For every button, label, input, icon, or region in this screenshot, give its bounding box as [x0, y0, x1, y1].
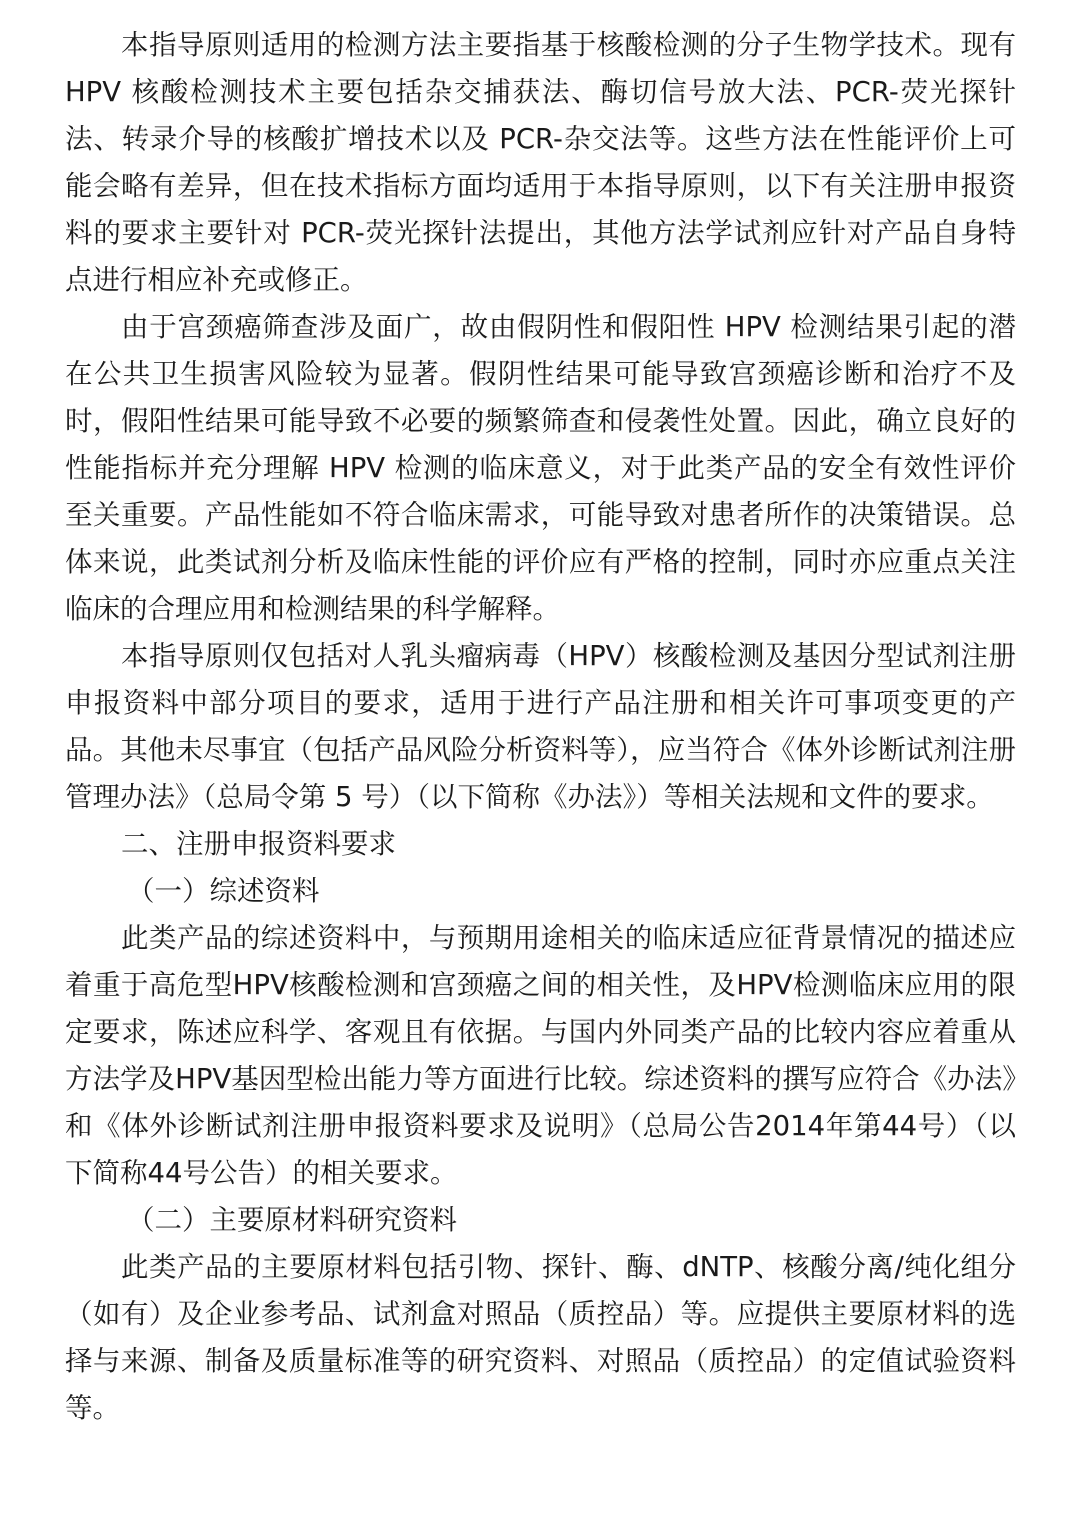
risk-paragraph: 由于宫颈癌筛查涉及面广，故由假阴性和假阳性 HPV 检测结果引起的潜在公共卫生损害风险较为显著。假阴性结果可能导致宫颈癌诊断和治疗不及时，假阳性结果可能导致不必要的频繁筛查和侵袭性处置。因此，确立良好的性能指标并充分理解 HPV 检测的临床意义，对于此类产品的安全有效性评价至关重要。产品性能如不符合临床需求，可能导致对患者所作的决策错误。总体来说，此类试剂分析及临床性能的评价应有严格的控制，同时亦应重点关注临床的合理应用和检测结果的科学解释。	[65, 311, 1016, 625]
subsection-1-text: 此类产品的综述资料中，与预期用途相关的临床适应征背景情况的描述应着重于高危型HPV核酸检测和宫颈癌之间的相关性，及HPV检测临床应用的限定要求，陈述应科学、客观且有依据。与国内外同类产品的比较内容应着重从方法学及HPV基因型检出能力等方面进行比较。综述资料的撰写应符合《办法》和《体外诊断试剂注册申报资料要求及说明》（总局公告2014年第44号）（以下简称44号公告）的相关要求。	[65, 922, 1016, 1189]
subsection-2-title: （二）主要原材料研究资料	[127, 1204, 457, 1236]
section-title: 二、注册申报资料要求	[121, 828, 396, 860]
subsection-1-title: （一）综述资料	[127, 875, 320, 907]
scope-paragraph: 本指导原则适用的检测方法主要指基于核酸检测的分子生物学技术。现有 HPV 核酸检测技术主要包括杂交捕获法、酶切信号放大法、PCR-荧光探针法、转录介导的核酸扩增技术以及 PCR-杂交法等。这些方法在性能评价上可能会略有差异，但在技术指标方面均适用于本指导原则，以下有关注册申报资料的要求主要针对 PCR-荧光探针法提出，其他方法学试剂应针对产品自身特点进行相应补充或修正。	[65, 29, 1016, 296]
subsection-2-text: 此类产品的主要原材料包括引物、探针、酶、dNTP、核酸分离/纯化组分（如有）及企业参考品、试剂盒对照品（质控品）等。应提供主要原材料的选择与来源、制备及质量标准等的研究资料、对照品（质控品）的定值试验资料等。	[65, 1251, 1016, 1424]
coverage-paragraph: 本指导原则仅包括对人乳头瘤病毒（HPV）核酸检测及基因分型试剂注册申报资料中部分项目的要求，适用于进行产品注册和相关许可事项变更的产品。其他未尽事宜（包括产品风险分析资料等），应当符合《体外诊断试剂注册管理办法》（总局令第 5 号）（以下简称《办法》）等相关法规和文件的要求。	[65, 640, 1016, 813]
